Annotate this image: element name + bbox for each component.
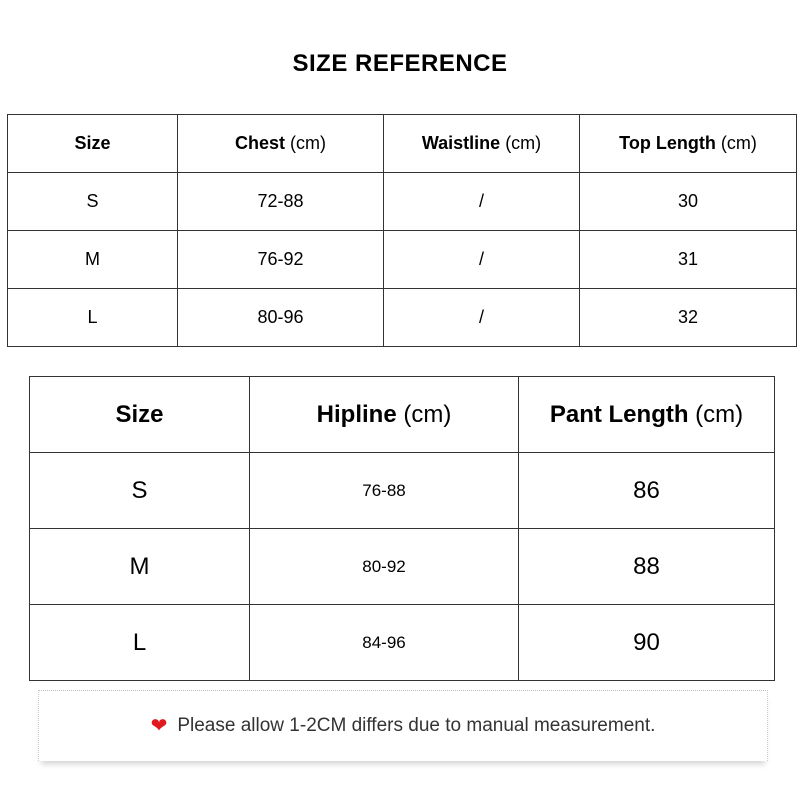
cell-hipline: 84-96	[250, 605, 519, 681]
measurement-note	[38, 690, 768, 761]
cell-size: M	[30, 529, 250, 605]
table-row	[8, 289, 797, 347]
header-pant-length: Pant Length (cm)	[519, 377, 775, 453]
cell-size: L	[30, 605, 250, 681]
header-hipline: Hipline (cm)	[250, 377, 519, 453]
table-row	[30, 453, 775, 529]
cell-top-length: 31	[580, 231, 797, 289]
bottom-size-table	[29, 376, 775, 681]
top-size-table	[7, 114, 797, 347]
cell-top-length: 32	[580, 289, 797, 347]
heart-icon: ❤	[150, 715, 168, 737]
page-title: SIZE REFERENCE	[292, 50, 508, 77]
header-waistline: Waistline (cm)	[384, 115, 580, 173]
header-size: Size	[30, 377, 250, 453]
cell-pant-length: 88	[519, 529, 775, 605]
cell-hipline: 76-88	[250, 453, 519, 529]
table-row	[8, 173, 797, 231]
cell-size: S	[30, 453, 250, 529]
table-header-row	[30, 377, 775, 453]
cell-chest: 76-92	[178, 231, 384, 289]
cell-size: S	[8, 173, 178, 231]
cell-chest: 80-96	[178, 289, 384, 347]
table-row	[30, 605, 775, 681]
cell-hipline: 80-92	[250, 529, 519, 605]
header-chest: Chest (cm)	[178, 115, 384, 173]
cell-waistline: /	[384, 173, 580, 231]
cell-waistline: /	[384, 231, 580, 289]
note-text: Please allow 1-2CM differs due to manual measurement.	[177, 715, 656, 736]
cell-pant-length: 86	[519, 453, 775, 529]
cell-top-length: 30	[580, 173, 797, 231]
table-header-row	[8, 115, 797, 173]
header-size: Size	[8, 115, 178, 173]
cell-chest: 72-88	[178, 173, 384, 231]
table-row	[30, 529, 775, 605]
cell-waistline: /	[384, 289, 580, 347]
cell-pant-length: 90	[519, 605, 775, 681]
cell-size: M	[8, 231, 178, 289]
cell-size: L	[8, 289, 178, 347]
table-row	[8, 231, 797, 289]
header-top-length: Top Length (cm)	[580, 115, 797, 173]
